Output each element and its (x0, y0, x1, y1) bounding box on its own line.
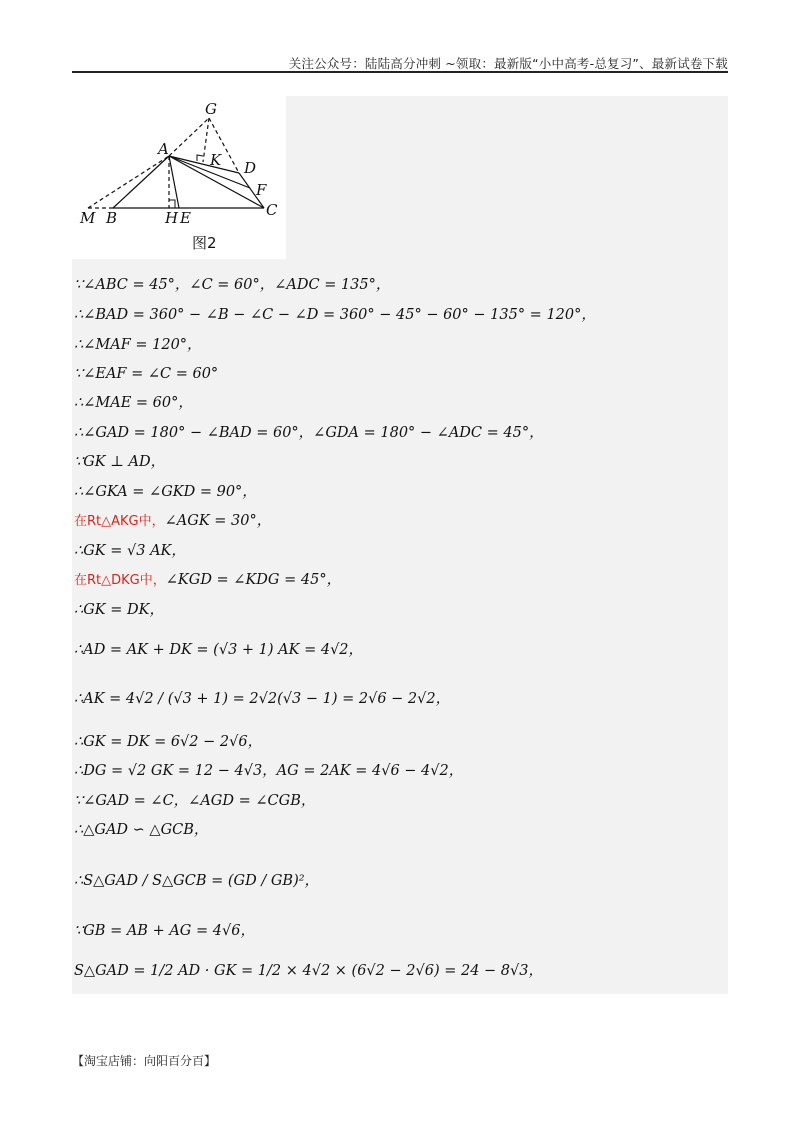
solution-line: ∴AK = 4√2 / (√3 + 1) = 2√2(√3 − 1) = 2√6 − 2√2， (74, 691, 451, 707)
rt-prefix: 在Rt (74, 573, 102, 588)
solution-line: ∴∠MAF = 120°， (74, 337, 202, 353)
right-angle-K (197, 155, 203, 161)
label-E: E (180, 209, 191, 227)
solution-line: ∵GK ⊥ AD， (74, 454, 166, 470)
solution-line (74, 508, 271, 534)
solution-line: ∴GK = DK， (74, 602, 164, 618)
solution-line: ∴GK = √3 AK， (74, 543, 186, 559)
solution-line: ∵∠ABC = 45°，∠C = 60°，∠ADC = 135°， (74, 277, 391, 293)
label-D: D (244, 159, 257, 177)
solution-line: ∴∠MAE = 60°， (74, 395, 193, 411)
rt-prefix: 在Rt (74, 514, 102, 529)
label-F: F (256, 181, 267, 199)
label-H: H (165, 209, 179, 227)
solution-line: ∴AD = AK + DK = (√3 + 1) AK = 4√2， (74, 642, 364, 658)
solution-line (74, 567, 341, 593)
solution-line: ∴∠BAD = 360° − ∠B − ∠C − ∠D = 360° − 45° − 60° − 135° = 120°， (74, 307, 596, 323)
solution-line: ∵GB = AB + AG = 4√6， (74, 923, 255, 939)
solution-line: ∴DG = √2 GK = 12 − 4√3，AG = 2AK = 4√6 − 4√2， (74, 763, 464, 779)
label-B: B (106, 209, 118, 227)
segment-AG (169, 118, 209, 156)
figure-caption: 图2 (192, 234, 217, 252)
right-angle-H (169, 200, 175, 208)
geometry-figure (72, 96, 286, 259)
line-body: ∠AGK = 30°， (164, 513, 272, 529)
solution-line: S△GAD = 1/2 AD · GK = 1/2 × 4√2 × (6√2 − 2√6) = 24 − 8√3， (74, 963, 543, 979)
triangle-name: △DKG中， (101, 573, 166, 588)
triangle-name: △AKG中， (101, 514, 165, 529)
page-header: 关注公众号：陆陆高分冲刺 ~领取：最新版“小中高考-总复习”、最新试卷下载 (288, 56, 728, 71)
label-K: K (210, 151, 222, 169)
solution-line: ∴∠GKA = ∠GKD = 90°， (74, 484, 257, 500)
solution-line: ∵∠EAF = ∠C = 60° (74, 366, 219, 382)
segment-AB (113, 156, 169, 208)
line-body: ∠KGD = ∠KDG = 45°， (165, 572, 342, 588)
segment-MA (88, 156, 169, 208)
label-C: C (266, 201, 278, 219)
header-rule (72, 71, 728, 73)
solution-line: ∴GK = DK = 6√2 − 2√6， (74, 734, 263, 750)
solution-line: ∴∠GAD = 180° − ∠BAD = 60°，∠GDA = 180° − ∠ADC = 45°， (74, 425, 544, 441)
page-footer: 【淘宝店铺：向阳百分百】 (72, 1054, 217, 1068)
segment-GK (203, 118, 209, 162)
solution-line: ∴△GAD ∽ △GCB， (74, 822, 209, 838)
label-M: M (80, 209, 96, 227)
solution-line: ∵∠GAD = ∠C，∠AGD = ∠CGB， (74, 793, 316, 809)
label-G: G (205, 100, 217, 118)
solution-line: ∴S△GAD / S△GCB = (GD / GB)²， (74, 873, 320, 889)
geometry-diagram (72, 96, 286, 259)
label-A: A (158, 140, 169, 158)
